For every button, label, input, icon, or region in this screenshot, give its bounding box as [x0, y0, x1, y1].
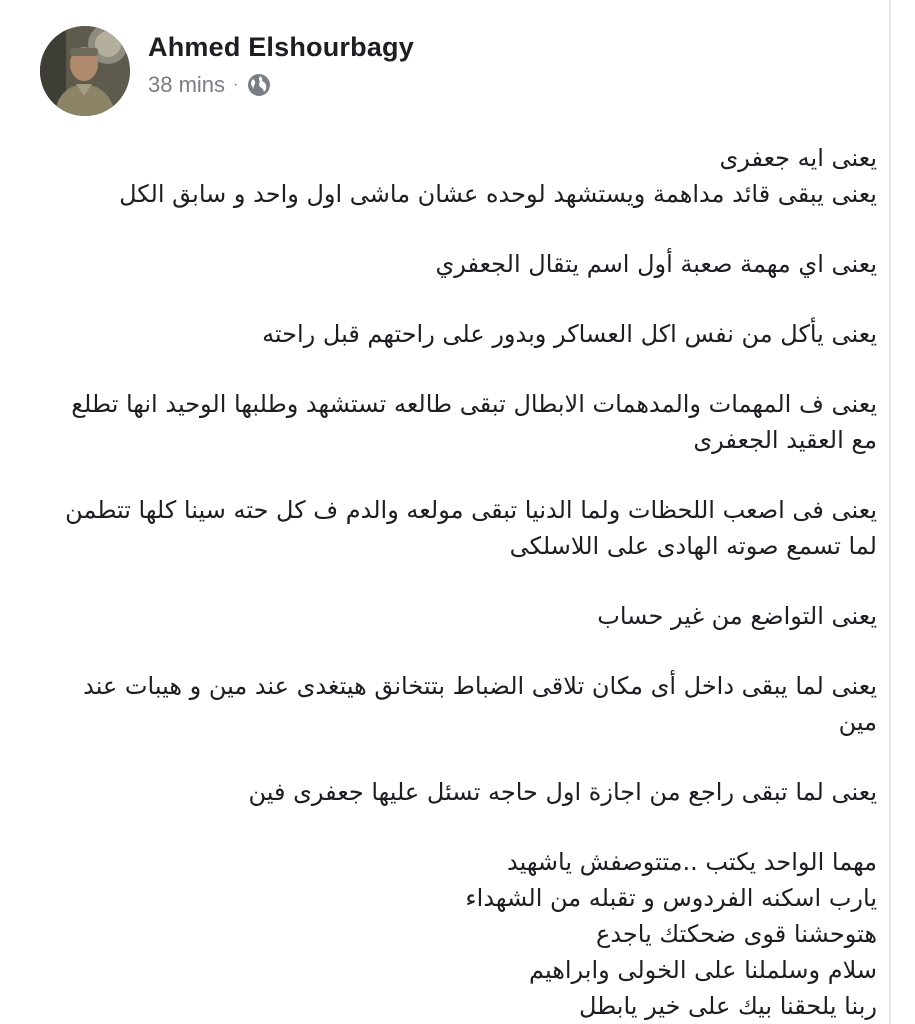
post-paragraph: [55, 316, 877, 352]
text-line: يعنى فى اصعب اللحظات ولما الدنيا تبقى مولعه والدم ف كل حته سينا كلها تتطمن لما تسمع صوته الهادى على اللاسلكى: [65, 496, 877, 560]
post-paragraph: [55, 774, 877, 810]
text-line: يعنى لما تبقى راجع من اجازة اول حاجه تسئل عليها جعفرى فين: [248, 778, 877, 806]
avatar-photo-icon: [40, 26, 130, 116]
separator-dot: ·: [233, 76, 239, 93]
text-line: يعنى يأكل من نفس اكل العساكر وبدور على راحتهم قبل راحته: [262, 320, 877, 348]
author-name[interactable]: Ahmed Elshourbagy: [148, 32, 414, 62]
text-line: يعنى التواضع من غير حساب: [597, 602, 877, 630]
post-meta: [148, 26, 414, 98]
text-line: مهما الواحد يكتب ..متتوصفش ياشهيد: [507, 848, 877, 876]
post-header: [40, 26, 414, 116]
post-timestamp[interactable]: 38 mins: [148, 72, 226, 97]
text-line: يعنى لما يبقى داخل أى مكان تلاقى الضباط بتتخانق هيتغدى عند مين و هيبات عند مين: [83, 672, 877, 736]
text-line: يارب اسكنه الفردوس و تقبله من الشهداء: [465, 884, 877, 912]
text-line: يعنى يبقى قائد مداهمة ويستشهد لوحده عشان ماشى اول واحد و سابق الكل: [119, 180, 877, 208]
text-line: هتوحشنا قوى ضحكتك ياجدع: [596, 920, 877, 948]
avatar[interactable]: [40, 26, 130, 116]
text-line: يعنى اي مهمة صعبة أول اسم يتقال الجعفري: [435, 250, 877, 278]
text-line: يعنى ايه جعفرى: [719, 144, 877, 172]
post-paragraph: [55, 844, 877, 1024]
globe-icon[interactable]: [246, 72, 272, 98]
post-body: [55, 140, 877, 1024]
post-paragraph: [55, 246, 877, 282]
post-subline: [148, 72, 414, 98]
post-paragraph: [55, 492, 877, 564]
text-line: سلام وسلملنا على الخولى وابراهيم: [529, 956, 877, 984]
post-paragraph: [55, 668, 877, 740]
text-line: ربنا يلحقنا بيك على خير يابطل: [578, 992, 877, 1020]
post-paragraph: [55, 140, 877, 212]
post-paragraph: [55, 386, 877, 458]
divider: [889, 0, 891, 1024]
text-line: يعنى ف المهمات والمدهمات الابطال تبقى طالعه تستشهد وطلبها الوحيد انها تطلع مع العقيد الجعفرى: [71, 390, 877, 454]
post-paragraph: [55, 598, 877, 634]
